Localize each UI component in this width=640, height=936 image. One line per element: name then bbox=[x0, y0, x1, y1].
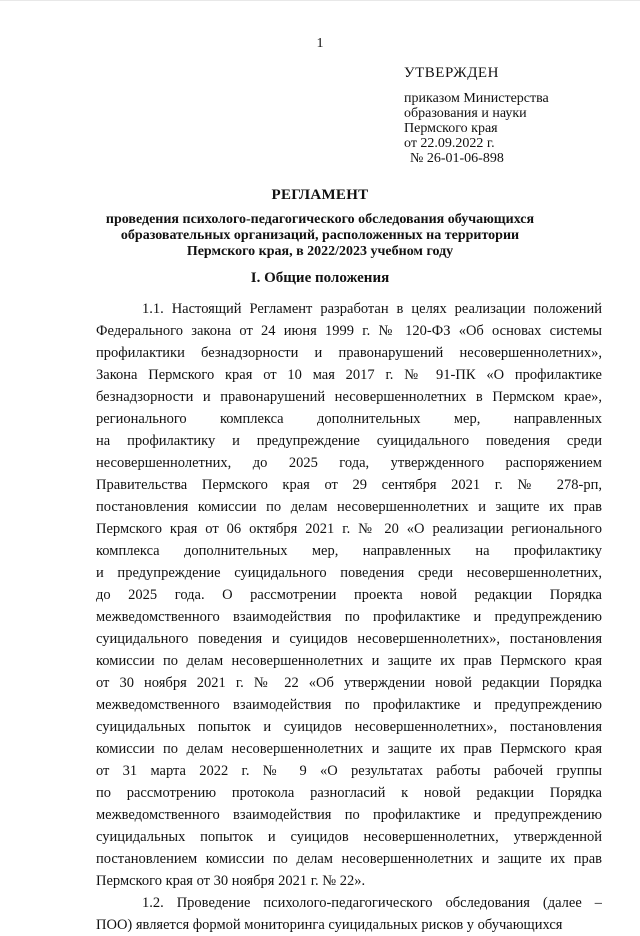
paragraph-1-line: Правительства Пермского края от 29 сентября 2021 г. № 278-рп, bbox=[96, 477, 602, 493]
paragraph-1-line: Пермского края от 06 октября 2021 г. № 20 «О реализации регионального bbox=[96, 521, 602, 537]
paragraph-2-line: 1.2. Проведение психолого-педагогического обследования (далее – bbox=[142, 895, 602, 911]
paragraph-1-line: Пермского края от 30 ноября 2021 г. № 22». bbox=[96, 873, 366, 889]
paragraph-1-line: Закона Пермского края от 10 мая 2017 г. № 91-ПК «О профилактике bbox=[96, 367, 602, 383]
scan-edge-line bbox=[0, 0, 640, 1]
paragraph-1-line: постановлением комиссии по делам несовершеннолетних и защите их прав bbox=[96, 851, 602, 867]
paragraph-1-line: суицидальных попыток и суицидов несовершеннолетних, утвержденной bbox=[96, 829, 602, 845]
paragraph-1-line: по рассмотрению протокола разногласий к новой редакции Порядка bbox=[96, 785, 602, 801]
subtitle-line: проведения психолого-педагогического обследования обучающихся bbox=[105, 212, 535, 227]
approval-line: приказом Министерства bbox=[404, 91, 549, 106]
approval-number: № 26-01-06-898 bbox=[410, 151, 504, 166]
paragraph-1-line: суицидального поведения и суицидов несовершеннолетних», постановления bbox=[96, 631, 602, 647]
paragraph-1-line: от 31 марта 2022 г. № 9 «О результатах работы рабочей группы bbox=[96, 763, 602, 779]
paragraph-1-line: Федерального закона от 24 июня 1999 г. № 120-ФЗ «Об основах системы bbox=[96, 323, 602, 339]
paragraph-1-line: межведомственного взаимодействия по профилактике и предупреждению bbox=[96, 807, 602, 823]
approval-date: от 22.09.2022 г. bbox=[404, 136, 495, 151]
paragraph-1-line: до 2025 года. О рассмотрении проекта новой редакции Порядка bbox=[96, 587, 602, 603]
approval-line: образования и науки bbox=[404, 106, 527, 121]
paragraph-1-line: 1.1. Настоящий Регламент разработан в целях реализации положений bbox=[142, 301, 602, 317]
paragraph-1-line: комплекса дополнительных мер, направленных на профилактику bbox=[96, 543, 602, 559]
section-heading: I. Общие положения bbox=[250, 270, 390, 286]
approval-title: УТВЕРЖДЕН bbox=[404, 65, 499, 81]
approval-line: Пермского края bbox=[404, 121, 498, 136]
paragraph-1-line: безнадзорности и правонарушений несовершеннолетних в Пермском крае», bbox=[96, 389, 602, 405]
paragraph-1-line: комиссии по делам несовершеннолетних и защите их прав Пермского края bbox=[96, 653, 602, 669]
paragraph-1-line: комиссии по делам несовершеннолетних и защите их прав Пермского края bbox=[96, 741, 602, 757]
paragraph-1-line: от 30 ноября 2021 г. № 22 «Об утверждении новой редакции Порядка bbox=[96, 675, 602, 691]
document-title: РЕГЛАМЕНТ bbox=[271, 187, 369, 203]
paragraph-1-line: регионального комплекса дополнительных мер, направленных bbox=[96, 411, 602, 427]
subtitle-line: образовательных организаций, расположенных на территории bbox=[120, 228, 520, 243]
paragraph-1-line: несовершеннолетних, до 2025 года, утвержденного распоряжением bbox=[96, 455, 602, 471]
subtitle-line: Пермского края, в 2022/2023 учебном году bbox=[186, 244, 454, 259]
page-number: 1 bbox=[316, 36, 324, 51]
paragraph-1-line: межведомственного взаимодействия по профилактике и предупреждению bbox=[96, 697, 602, 713]
paragraph-1-line: суицидальных попыток и суицидов несовершеннолетних», постановления bbox=[96, 719, 602, 735]
paragraph-2-line: ПОО) является формой мониторинга суицидальных рисков у обучающихся bbox=[96, 917, 563, 933]
approval-block bbox=[404, 66, 549, 166]
paragraph-1-line: и предупреждение суицидального поведения среди несовершеннолетних, bbox=[96, 565, 602, 581]
body-text bbox=[96, 298, 602, 936]
paragraph-1-line: профилактики безнадзорности и правонарушений несовершеннолетних», bbox=[96, 345, 602, 361]
paragraph-1-line: межведомственного взаимодействия по профилактике и предупреждению bbox=[96, 609, 602, 625]
document-subtitle bbox=[90, 212, 550, 260]
paragraph-1-line: на профилактику и предупреждение суицидального поведения среди bbox=[96, 433, 602, 449]
paragraph-1-line: постановления комиссии по делам несовершеннолетних и защите их прав bbox=[96, 499, 602, 515]
